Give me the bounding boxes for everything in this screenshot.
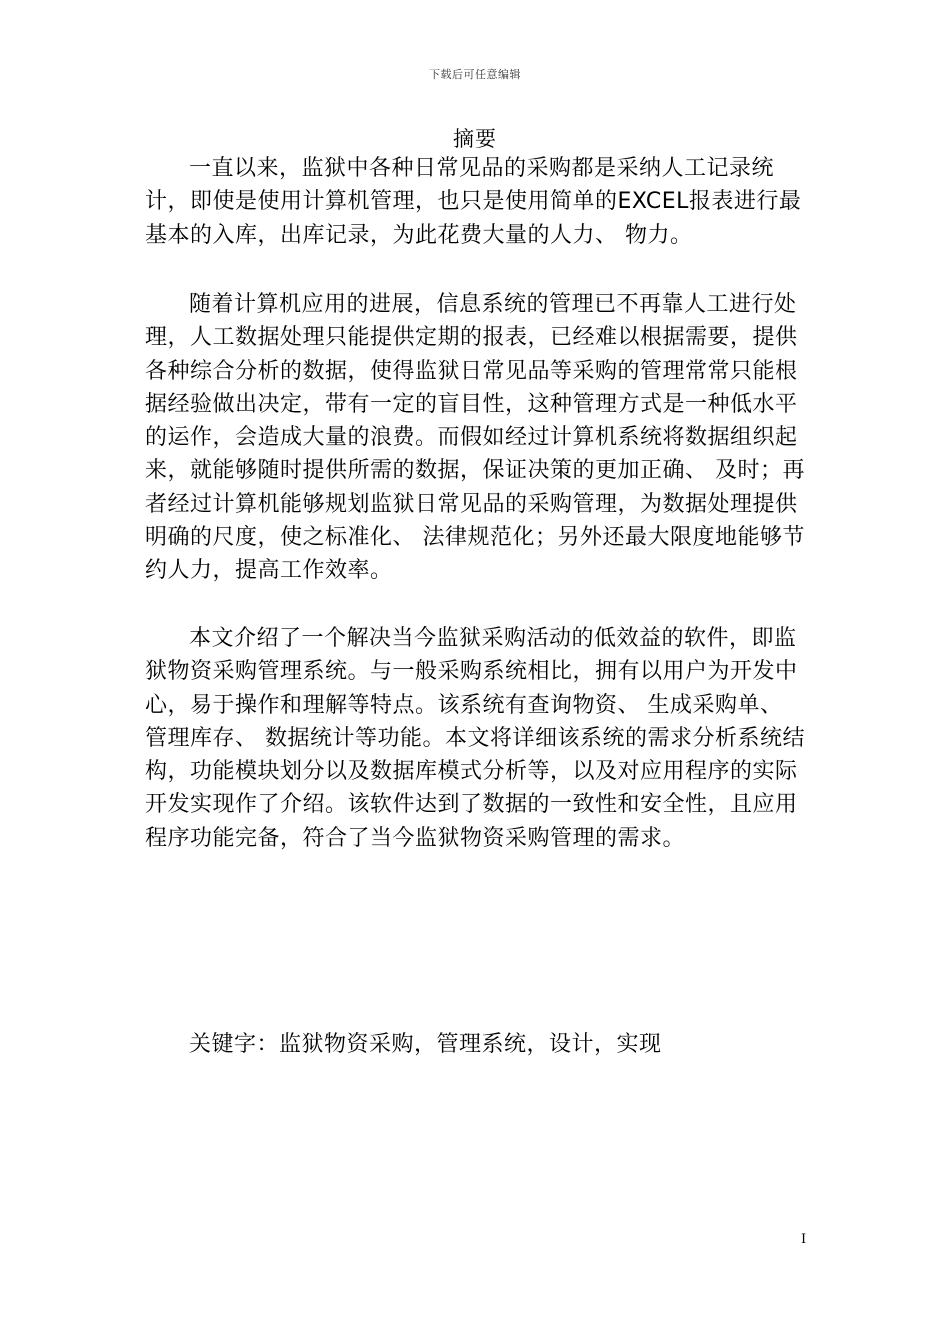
header-note: 下载后可任意编辑 — [429, 68, 521, 81]
abstract-paragraph-1: 一直以来，监狱中各种日常见品的采购都是采纳人工记录统计，即使是使用计算机管理，也只是使用简单的EXCEL报表进行最基本的入库，出库记录，为此花费大量的人力、 物力。 — [145, 156, 802, 248]
abstract-paragraph-3: 本文介绍了一个解决当今监狱采购活动的低效益的软件，即监狱物资采购管理系统。与一般采购系统相比，拥有以用户为开发中心，易于操作和理解等特点。该系统有查询物资、 生成采购单、 管理库存、 数据统计等功能。本文将详细该系统的需求分析系统结构，功能模块划分以及数据库模式分析等，以及对应用程序的实际开发实现作了介绍。该软件达到了数据的一致性和安全性，且应用程序功能完备，符合了当今监狱物资采购管理的需求。 — [145, 626, 805, 851]
keywords-line: 关键字：监狱物资采购，管理系统，设计，实现 — [189, 1032, 662, 1057]
abstract-title: 摘要 — [453, 127, 497, 151]
page-number: I — [801, 1232, 807, 1247]
abstract-paragraph-2: 随着计算机应用的进展，信息系统的管理已不再靠人工进行处理，人工数据处理只能提供定期的报表，已经难以根据需要，提供各种综合分析的数据，使得监狱日常见品等采购的管理常常只能根据经验做出决定，带有一定的盲目性，这种管理方式是一种低水平的运作，会造成大量的浪费。而假如经过计算机系统将数据组织起来，就能够随时提供所需的数据，保证决策的更加正确、 及时；再者经过计算机能够规划监狱日常见品的采购管理，为数据处理提供明确的尺度，使之标准化、 法律规范化；另外还最大限度地能够节约人力，提高工作效率。 — [145, 292, 805, 584]
